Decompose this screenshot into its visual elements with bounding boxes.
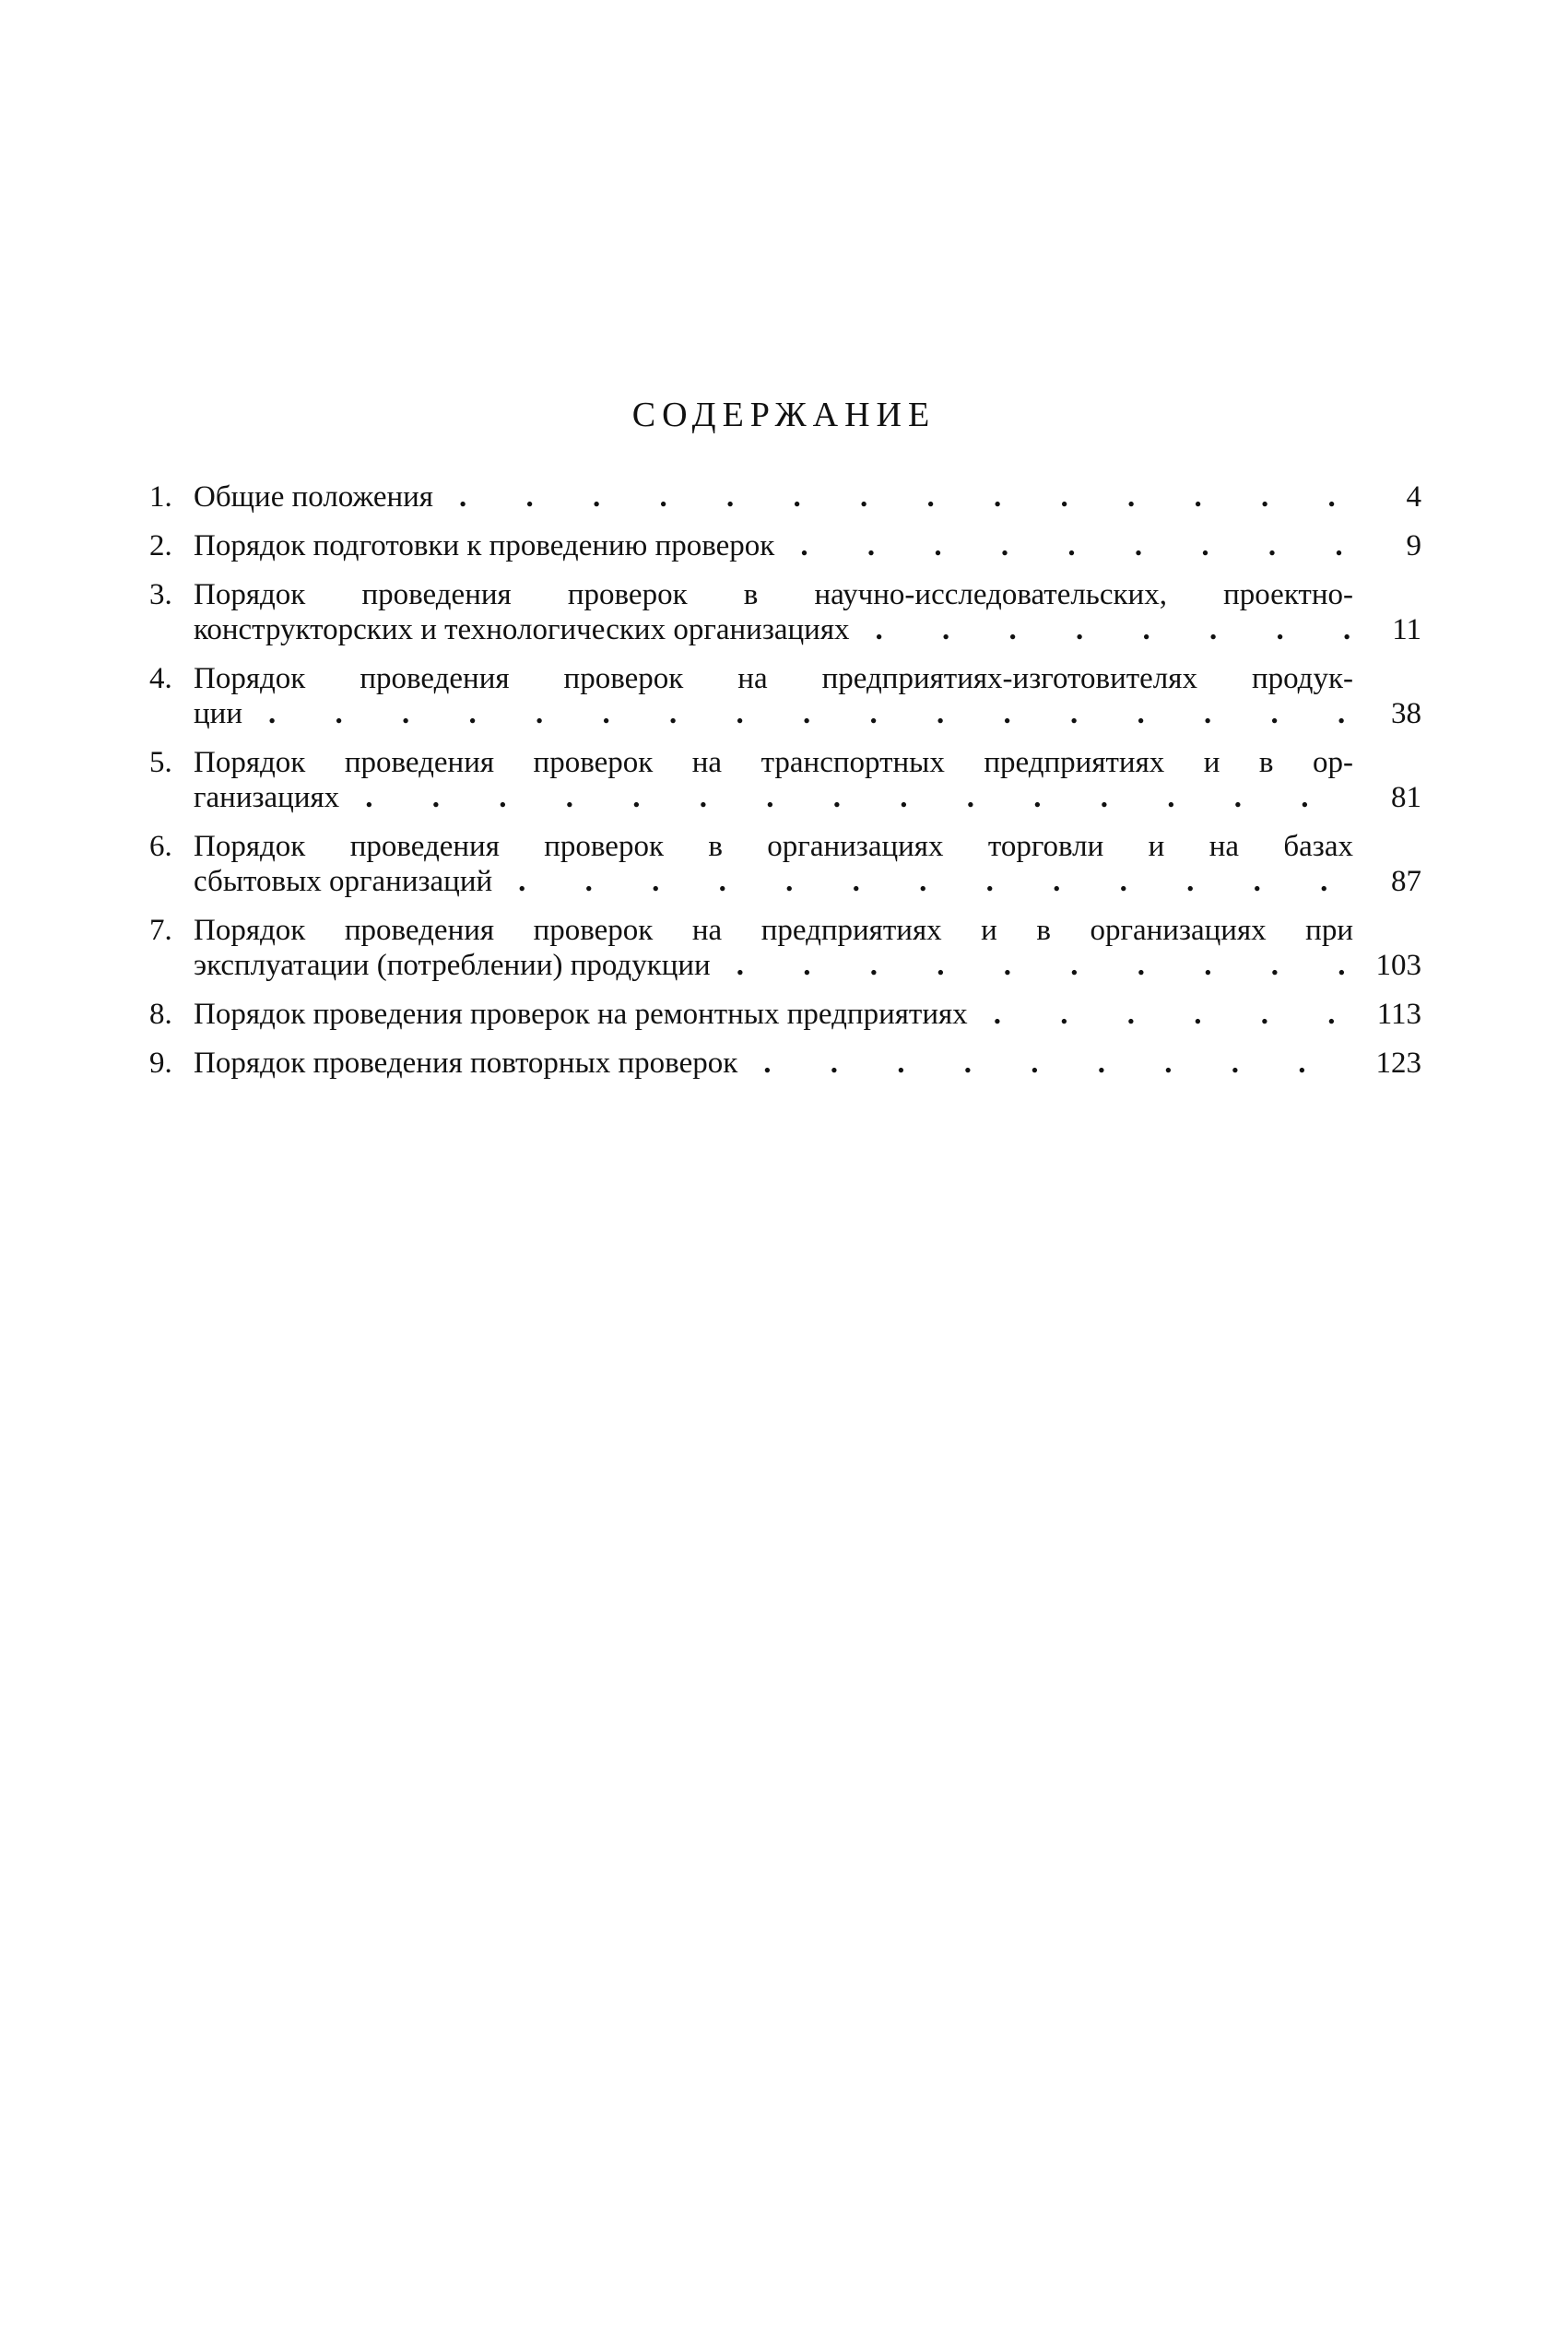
entry-title-line-2: сбытовых организаций [194, 865, 493, 898]
entry-page-number: 103 [1375, 949, 1421, 982]
entry-page-number: 113 [1376, 998, 1421, 1031]
entry-title: Порядок проведения повторных проверок [194, 1047, 738, 1080]
dot-leader [850, 612, 1354, 647]
dot-leader [774, 528, 1353, 563]
dot-leader [737, 1046, 1353, 1081]
toc-entry-3 [149, 577, 1421, 647]
dot-leader [711, 948, 1353, 983]
entry-number: 2. [149, 529, 172, 562]
toc-entry-5 [149, 745, 1421, 815]
entry-title-line-2: ганизациях [194, 781, 340, 814]
entry-title-line-1: Порядок проведения проверок на предприятиях-изготовителях продук- [194, 662, 1353, 695]
entry-number: 3. [149, 578, 172, 611]
entry-title-line-1: Порядок проведения проверок на транспортных предприятиях и в ор- [194, 746, 1353, 779]
toc-entry-7 [149, 913, 1421, 983]
toc-entry-8 [149, 997, 1421, 1032]
entry-number: 1. [149, 480, 172, 514]
entry-title-line-1: Порядок проведения проверок в организациях торговли и на базах [194, 830, 1353, 863]
entry-title-line-1: Порядок проведения проверок на предприятиях и в организациях при [194, 914, 1353, 947]
entry-page-number: 81 [1391, 781, 1421, 814]
entry-number: 9. [149, 1047, 172, 1080]
entry-page-number: 9 [1406, 529, 1421, 562]
toc-entry-2 [149, 528, 1421, 563]
entry-number: 4. [149, 662, 172, 695]
entry-title-line-1: Порядок проведения проверок в научно-исследовательских, проектно- [194, 578, 1353, 611]
dot-leader [968, 997, 1353, 1032]
entry-title-line-2: эксплуатации (потреблении) продукции [194, 949, 711, 982]
dot-leader [339, 780, 1353, 815]
dot-leader [492, 864, 1353, 899]
entry-title-line-2: ции [194, 697, 242, 730]
entry-page-number: 38 [1391, 697, 1421, 730]
table-of-contents [149, 479, 1421, 1095]
dot-leader [242, 696, 1353, 731]
entry-title: Порядок подготовки к проведению проверок [194, 529, 775, 562]
entry-number: 7. [149, 914, 172, 947]
entry-page-number: 4 [1406, 480, 1421, 514]
page-title: СОДЕРЖАНИЕ [631, 396, 937, 434]
entry-page-number: 87 [1391, 865, 1421, 898]
entry-title: Общие положения [194, 480, 433, 514]
entry-title-line-2: конструкторских и технологических организациях [194, 613, 850, 646]
entry-page-number: 11 [1392, 613, 1421, 646]
toc-entry-9 [149, 1046, 1421, 1081]
dot-leader [433, 479, 1353, 515]
entry-page-number: 123 [1375, 1047, 1421, 1080]
toc-entry-6 [149, 829, 1421, 899]
entry-number: 6. [149, 830, 172, 863]
entry-number: 8. [149, 998, 172, 1031]
entry-number: 5. [149, 746, 172, 779]
toc-entry-1 [149, 479, 1421, 515]
toc-entry-4 [149, 661, 1421, 731]
entry-title: Порядок проведения проверок на ремонтных предприятиях [194, 998, 968, 1031]
